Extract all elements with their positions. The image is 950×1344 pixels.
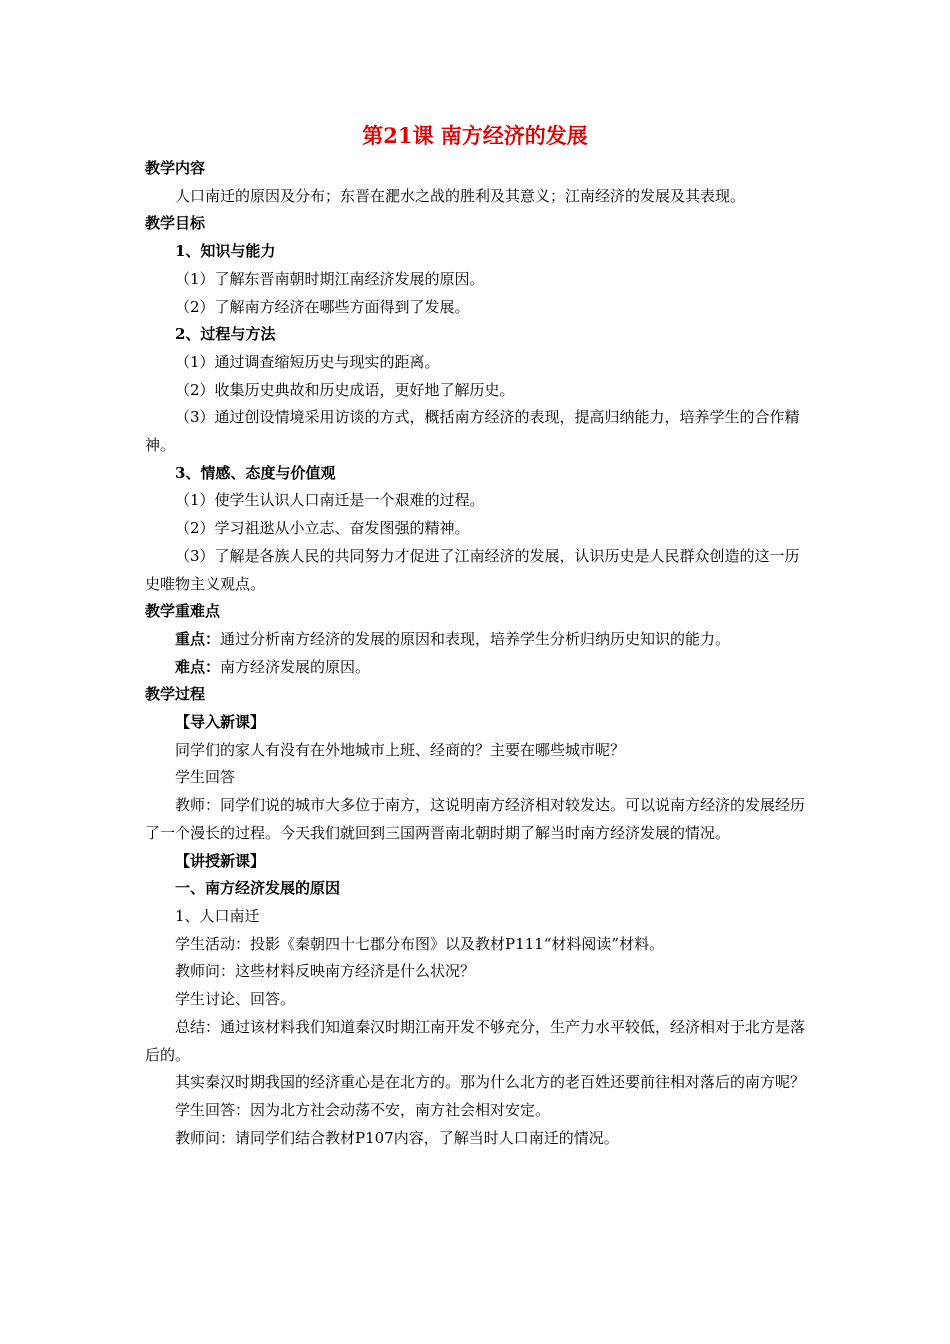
paragraph: 同学们的家人有没有在外地城市上班、经商的？主要在哪些城市呢？ (175, 740, 626, 759)
section-heading: 一、南方经济发展的原因 (175, 879, 341, 898)
difficulty-label: 难点： (175, 657, 221, 676)
paragraph: （1）通过调查缩短历史与现实的距离。 (175, 352, 440, 371)
paragraph: 其实秦汉时期我国的经济重心是在北方的。那为什么北方的老百姓还要前往相对落后的南方呢？ (175, 1073, 806, 1092)
paragraph: 学生讨论、回答。 (175, 990, 296, 1009)
paragraph: 学生回答 (175, 768, 236, 787)
paragraph: 总结：通过该材料我们知道秦汉时期江南开发不够充分，生产力水平较低，经济相对于北方是落后的。 (145, 1017, 806, 1064)
subheading: 1、知识与能力 (175, 242, 276, 261)
paragraph: （2）学习祖逖从小立志、奋发图强的精神。 (175, 519, 470, 538)
heading-key-points: 教学重难点 (145, 602, 221, 621)
paragraph: 1、人口南迁 (175, 906, 260, 925)
paragraph: 教师问：请同学们结合教材P107内容，了解当时人口南迁的情况。 (175, 1128, 619, 1147)
paragraph: 学生活动：投影《秦朝四十七郡分布图》以及教材P111“材料阅读”材料。 (175, 934, 665, 953)
heading-teaching-process: 教学过程 (145, 685, 206, 704)
paragraph: （3）通过创设情境采用访谈的方式，概括南方经济的表现，提高归纳能力，培养学生的合作精神。 (145, 408, 800, 455)
paragraph: （3）了解是各族人民的共同努力才促进了江南经济的发展，认识历史是人民群众创造的这一历史唯物主义观点。 (145, 546, 800, 593)
document-body (145, 155, 810, 1152)
subheading: 【导入新课】 (175, 713, 266, 732)
paragraph: 教师问：这些材料反映南方经济是什么状况？ (175, 962, 476, 981)
paragraph: 学生回答：因为北方社会动荡不安，南方社会相对安定。 (175, 1100, 551, 1119)
key-point-text: 通过分析南方经济的发展的原因和表现，培养学生分析归纳历史知识的能力。 (220, 629, 731, 648)
heading-teaching-goals: 教学目标 (145, 214, 206, 233)
paragraph: （2）收集历史典故和历史成语，更好地了解历史。 (175, 380, 515, 399)
subheading: 2、过程与方法 (175, 325, 276, 344)
subheading: 【讲授新课】 (175, 851, 266, 870)
difficulty-text: 南方经济发展的原因。 (220, 657, 371, 676)
heading-teaching-content: 教学内容 (145, 159, 206, 177)
paragraph: 人口南迁的原因及分布；东晋在淝水之战的胜利及其意义；江南经济的发展及其表现。 (175, 186, 746, 205)
key-point-label: 重点： (175, 629, 221, 648)
paragraph: （1）使学生认识人口南迁是一个艰难的过程。 (175, 491, 485, 510)
subheading: 3、情感、态度与价值观 (175, 463, 336, 482)
document-title: 第21课 南方经济的发展 (362, 123, 588, 148)
key-point-paragraph (145, 626, 810, 654)
paragraph: （1）了解东晋南朝时期江南经济发展的原因。 (175, 269, 485, 288)
paragraph: （2）了解南方经济在哪些方面得到了发展。 (175, 297, 470, 316)
paragraph: 教师：同学们说的城市大多位于南方，这说明南方经济相对较发达。可以说南方经济的发展经历了一个漫长的过程。今天我们就回到三国两晋南北朝时期了解当时南方经济发展的情况。 (145, 796, 806, 842)
difficulty-paragraph (145, 654, 810, 682)
